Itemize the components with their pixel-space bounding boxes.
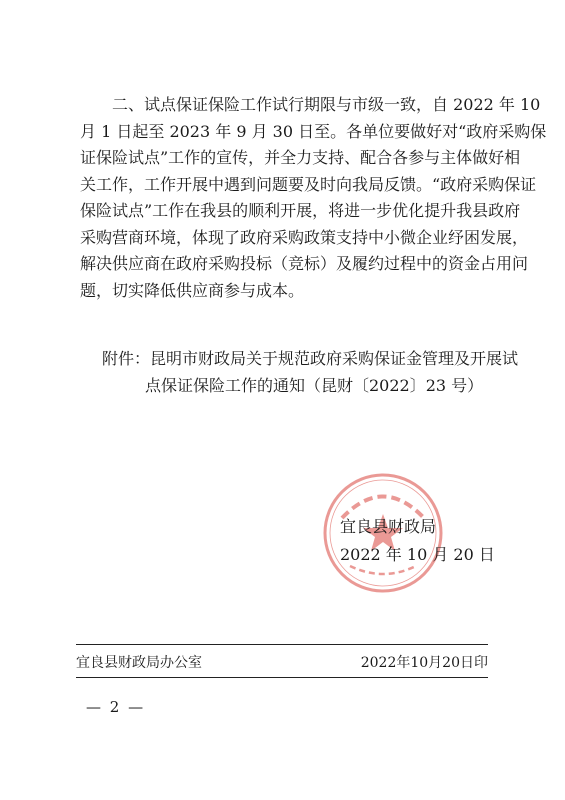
issue-date: 2022 年 10 月 20 日 (340, 545, 495, 564)
print-date: 2022年10月20日印 (360, 655, 488, 671)
body-line: 题，切实降低供应商参与成本。 (80, 280, 305, 300)
body-line: 二、试点保证保险工作试行期限与市级一致，自 2022 年 10 (112, 95, 541, 114)
body-line: 保险试点”工作在我县的顺利开展，将进一步优化提升我县政府 (80, 201, 521, 220)
body-line: 证保险试点”工作的宣传，并全力支持、配合各参与主体做好相 (80, 148, 521, 167)
print-footer (76, 652, 488, 672)
body-line: 关工作，工作开展中遇到问题要及时向我局反馈。“政府采购保证 (80, 174, 537, 194)
body-line: 月 1 日起至 2023 年 9 月 30 日至。各单位要做好对“政府采购保 (80, 121, 547, 141)
attachment-line-2: 点保证保险工作的通知（昆财〔2022〕23 号） (145, 376, 484, 395)
body-paragraph (80, 92, 547, 304)
attachment-line-1: 附件：昆明市财政局关于规范政府采购保证金管理及开展试 (102, 349, 519, 368)
footer-top-rule (76, 644, 488, 645)
issuing-organization: 宜良县财政局 (340, 517, 437, 536)
footer-bottom-rule (76, 677, 488, 678)
attachment-note (102, 345, 519, 399)
signature-block (340, 513, 495, 569)
body-line: 解决供应商在政府采购投标（竞标）及履约过程中的资金占用问 (80, 254, 529, 273)
body-line: 采购营商环境，体现了政府采购政策支持中小微企业纾困发展， (80, 227, 529, 247)
page-number: — 2 — (86, 698, 146, 716)
issuing-office: 宜良县财政局办公室 (76, 655, 202, 671)
